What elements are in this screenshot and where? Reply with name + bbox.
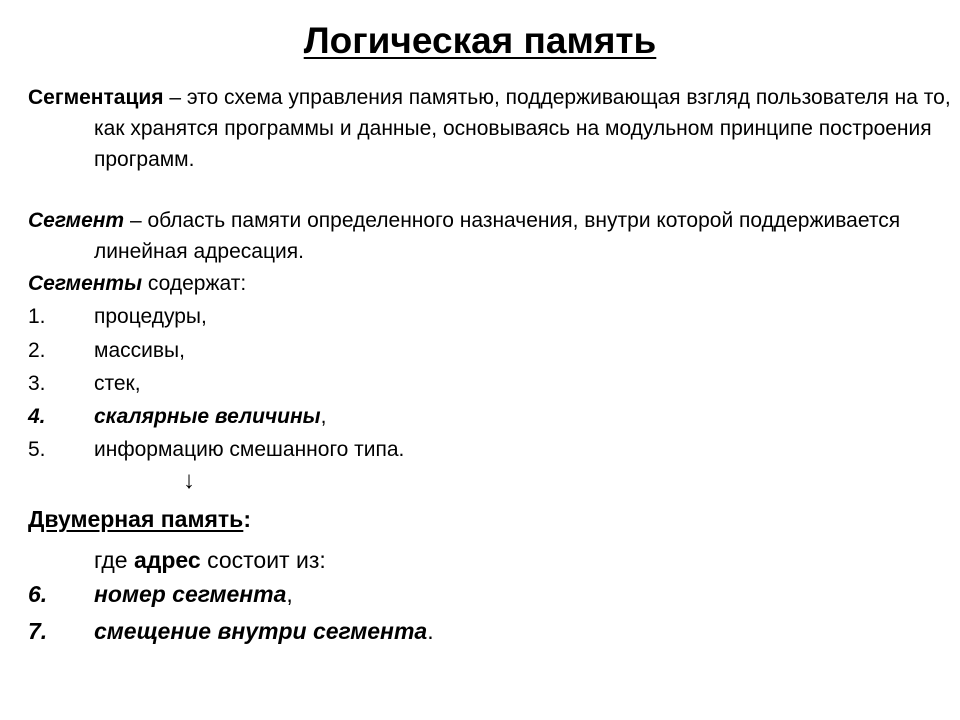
address-suffix: состоит из: <box>200 547 326 573</box>
address-part-suffix: , <box>286 581 293 607</box>
list-item-number: 5. <box>28 438 46 461</box>
list-item-number: 2. <box>28 339 46 362</box>
list-item <box>28 401 326 432</box>
slide-title: Логическая память <box>303 20 657 61</box>
address-part-text: смещение внутри сегмента <box>94 618 428 644</box>
list-item-suffix: , <box>320 405 327 428</box>
down-arrow-icon: ↓ <box>183 467 195 494</box>
list-item-text: массивы, <box>94 339 185 362</box>
segments-contain-text: содержат: <box>142 272 247 295</box>
address-part-number: 7. <box>28 618 48 644</box>
segmentation-text: – это схема управления памятью, поддерживающая взгляд пользователя на то, как хранятся программы и данные, основываясь на модульном принципе построения программ. <box>94 86 951 171</box>
two-dim-memory-heading <box>28 503 251 535</box>
address-prefix: где <box>94 547 134 573</box>
address-part-suffix: . <box>427 618 434 644</box>
segmentation-term: Сегментация <box>28 86 164 109</box>
list-item-text: информацию смешанного типа. <box>94 438 405 461</box>
list-item-text: скалярные величины <box>94 405 321 428</box>
segment-term: Сегмент <box>28 209 125 232</box>
segment-definition <box>28 205 960 267</box>
segment-text: – область памяти определенного назначения, внутри которой поддерживается линейная адресация. <box>94 209 901 263</box>
address-part-item <box>28 615 434 647</box>
list-item-text: стек, <box>94 372 141 395</box>
segmentation-definition <box>28 82 960 175</box>
list-item-text: процедуры, <box>94 305 207 328</box>
segments-contain-heading <box>28 268 960 299</box>
list-item-number: 4. <box>28 405 46 428</box>
two-dim-memory-label: Двумерная память <box>28 506 244 532</box>
segments-term: Сегменты <box>28 272 143 295</box>
list-item-number: 1. <box>28 305 46 328</box>
list-item <box>28 335 185 366</box>
two-dim-memory-colon: : <box>243 506 251 532</box>
list-item <box>28 301 207 332</box>
address-line <box>94 544 326 576</box>
address-part-number: 6. <box>28 581 48 607</box>
address-term: адрес <box>133 547 201 573</box>
list-item-number: 3. <box>28 372 46 395</box>
list-item <box>28 434 404 465</box>
list-item <box>28 368 141 399</box>
address-part-text: номер сегмента <box>94 581 287 607</box>
address-part-item <box>28 578 293 610</box>
